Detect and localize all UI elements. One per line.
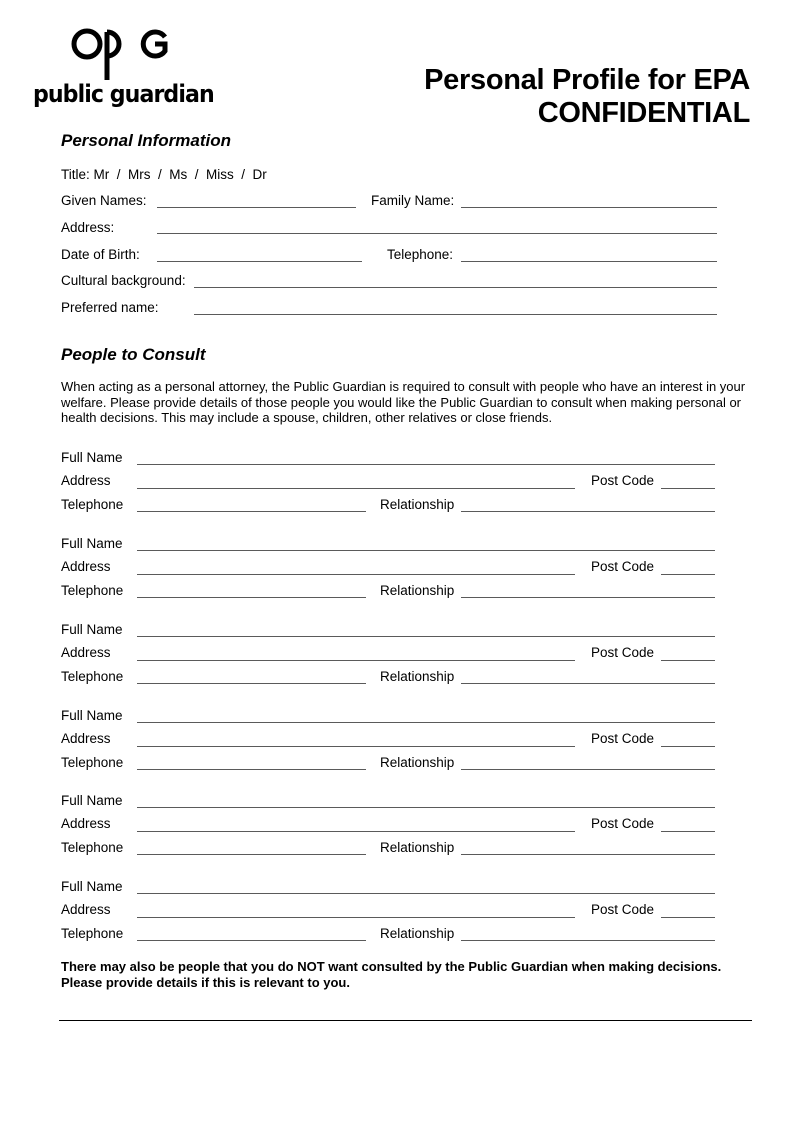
telephone-field[interactable] xyxy=(137,597,366,598)
address-label: Address xyxy=(61,645,111,660)
post-code-field[interactable] xyxy=(661,574,715,575)
relationship-field[interactable] xyxy=(461,683,715,684)
telephone-label: Telephone xyxy=(61,583,124,598)
personal-information-heading: Personal Information xyxy=(61,131,232,150)
post-code-field[interactable] xyxy=(661,917,715,918)
full-name-field[interactable] xyxy=(137,722,715,723)
people-to-consult-heading: People to Consult xyxy=(61,345,206,364)
full-name-field[interactable] xyxy=(137,807,715,808)
telephone-field[interactable] xyxy=(137,511,366,512)
opg-logo-mark xyxy=(33,28,173,82)
relationship-label: Relationship xyxy=(380,497,455,512)
full-name-label: Full Name xyxy=(61,879,123,894)
relationship-field[interactable] xyxy=(461,940,715,941)
cultural-background-field[interactable] xyxy=(194,287,717,288)
title-field-label xyxy=(61,167,267,182)
full-name-label: Full Name xyxy=(61,536,123,551)
post-code-label: Post Code xyxy=(591,816,655,831)
full-name-label: Full Name xyxy=(61,622,123,637)
given-names-field[interactable] xyxy=(157,207,356,208)
telephone-label: Telephone xyxy=(61,926,124,941)
address-field[interactable] xyxy=(137,574,575,575)
post-code-label: Post Code xyxy=(591,473,655,488)
full-name-label: Full Name xyxy=(61,793,123,808)
footer-note: There may also be people that you do NOT want consulted by the Public Guardian when making decisions. Please provide details if this is relevant to you. xyxy=(61,959,722,990)
consult-entry xyxy=(0,450,800,520)
relationship-label: Relationship xyxy=(380,583,455,598)
address-field[interactable] xyxy=(157,233,717,234)
full-name-field[interactable] xyxy=(137,636,715,637)
post-code-field[interactable] xyxy=(661,831,715,832)
document-title xyxy=(424,64,750,130)
given-names-label: Given Names: xyxy=(61,193,147,208)
post-code-field[interactable] xyxy=(661,746,715,747)
relationship-label: Relationship xyxy=(380,926,455,941)
telephone-field[interactable] xyxy=(461,261,717,262)
full-name-field[interactable] xyxy=(137,550,715,551)
consult-entry xyxy=(0,708,800,778)
relationship-field[interactable] xyxy=(461,769,715,770)
logo-wordmark: public guardian xyxy=(33,80,214,108)
address-field[interactable] xyxy=(137,917,575,918)
telephone-label: Telephone: xyxy=(387,247,454,262)
telephone-label: Telephone xyxy=(61,497,124,512)
full-name-field[interactable] xyxy=(137,893,715,894)
family-name-label: Family Name: xyxy=(371,193,455,208)
family-name-field[interactable] xyxy=(461,207,717,208)
relationship-label: Relationship xyxy=(380,840,455,855)
address-field[interactable] xyxy=(137,746,575,747)
consult-entry xyxy=(0,622,800,692)
address-label: Address: xyxy=(61,220,115,235)
address-label: Address xyxy=(61,902,111,917)
title-options[interactable]: Mr / Mrs / Ms / Miss / Dr xyxy=(93,167,267,182)
post-code-field[interactable] xyxy=(661,488,715,489)
post-code-field[interactable] xyxy=(661,660,715,661)
title-line-1: Personal Profile for EPA xyxy=(424,64,750,96)
post-code-label: Post Code xyxy=(591,559,655,574)
post-code-label: Post Code xyxy=(591,645,655,660)
relationship-field[interactable] xyxy=(461,511,715,512)
title-line-2: CONFIDENTIAL xyxy=(537,97,750,129)
date-of-birth-field[interactable] xyxy=(157,261,362,262)
telephone-label: Telephone xyxy=(61,669,124,684)
telephone-label: Telephone xyxy=(61,840,124,855)
cultural-background-label: Cultural background: xyxy=(61,273,186,288)
bottom-rule xyxy=(59,1020,752,1021)
full-name-field[interactable] xyxy=(137,464,715,465)
full-name-label: Full Name xyxy=(61,450,123,465)
opg-logo xyxy=(33,28,213,112)
relationship-label: Relationship xyxy=(380,755,455,770)
relationship-label: Relationship xyxy=(380,669,455,684)
telephone-field[interactable] xyxy=(137,683,366,684)
address-field[interactable] xyxy=(137,488,575,489)
telephone-label: Telephone xyxy=(61,755,124,770)
address-label: Address xyxy=(61,816,111,831)
people-to-consult-intro: When acting as a personal attorney, the Public Guardian is required to consult with people who have an interest in your welfare. Please provide details of those people you would like the Public Guardian to consult when making personal or health decisions. This may include a spouse, children, other relatives or close friends. xyxy=(61,379,746,425)
telephone-field[interactable] xyxy=(137,769,366,770)
date-of-birth-label: Date of Birth: xyxy=(61,247,140,262)
address-label: Address xyxy=(61,731,111,746)
consult-entry xyxy=(0,793,800,863)
address-label: Address xyxy=(61,473,111,488)
relationship-field[interactable] xyxy=(461,597,715,598)
address-field[interactable] xyxy=(137,660,575,661)
preferred-name-label: Preferred name: xyxy=(61,300,159,315)
telephone-field[interactable] xyxy=(137,940,366,941)
address-field[interactable] xyxy=(137,831,575,832)
preferred-name-field[interactable] xyxy=(194,314,717,315)
title-label: Title: xyxy=(61,167,90,182)
post-code-label: Post Code xyxy=(591,902,655,917)
address-label: Address xyxy=(61,559,111,574)
full-name-label: Full Name xyxy=(61,708,123,723)
relationship-field[interactable] xyxy=(461,854,715,855)
consult-entry xyxy=(0,536,800,606)
telephone-field[interactable] xyxy=(137,854,366,855)
post-code-label: Post Code xyxy=(591,731,655,746)
consult-entry xyxy=(0,879,800,949)
